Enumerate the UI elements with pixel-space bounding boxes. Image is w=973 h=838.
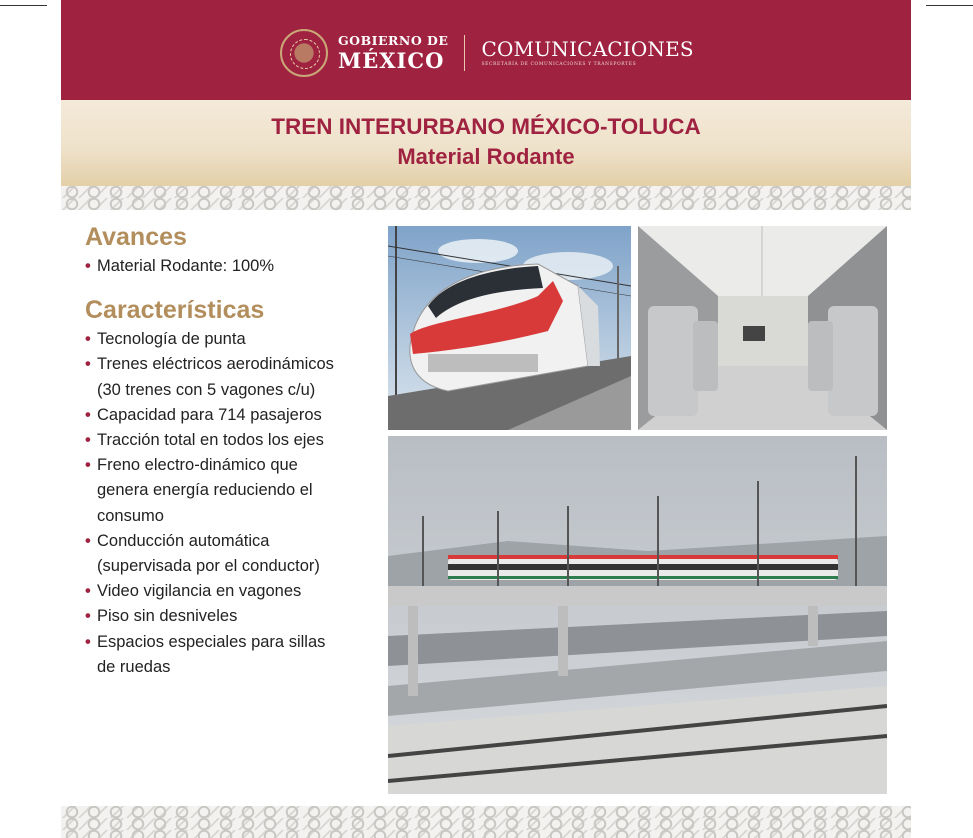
avances-heading: Avances xyxy=(85,223,187,251)
decorative-pattern-top xyxy=(61,186,911,210)
list-item-line: de ruedas xyxy=(97,657,171,676)
list-item-line: Espacios especiales para sillas xyxy=(97,632,326,651)
text-column xyxy=(85,220,375,680)
list-item-line: Conducción automática xyxy=(97,531,270,550)
list-item: • Capacidad para 714 pasajeros xyxy=(85,403,375,428)
list-item-line: (30 trenes con 5 vagones c/u) xyxy=(97,380,316,399)
seal-icon xyxy=(280,29,328,77)
list-item xyxy=(85,529,375,579)
list-item: • Video vigilancia en vagones xyxy=(85,579,375,604)
list-item-line: (supervisada por el conductor) xyxy=(97,557,320,576)
list-item: • Tecnología de punta xyxy=(85,327,375,352)
title-band xyxy=(61,100,911,186)
viaduct-train-photo xyxy=(388,436,887,794)
avances-list xyxy=(85,254,375,279)
page-title: TREN INTERURBANO MÉXICO-TOLUCA xyxy=(271,114,701,139)
page-subtitle: Material Rodante xyxy=(397,144,575,169)
caracteristicas-list xyxy=(85,327,375,680)
list-item: • Piso sin desniveles xyxy=(85,604,375,629)
list-item xyxy=(85,630,375,680)
gobierno-line-2: MÉXICO xyxy=(338,48,445,74)
ministry-name: COMUNICACIONES xyxy=(481,36,694,61)
gobierno-line-1: GOBIERNO DE xyxy=(338,32,449,48)
gobierno-de-mexico-wordmark xyxy=(338,32,449,74)
caracteristicas-heading: Características xyxy=(85,296,265,325)
government-header xyxy=(61,0,911,100)
list-item: • Tracción total en todos los ejes xyxy=(85,428,375,453)
list-item xyxy=(85,352,375,402)
left-edge-line xyxy=(0,5,47,6)
logo-divider xyxy=(464,35,465,71)
page xyxy=(61,0,911,838)
government-logo xyxy=(280,26,694,80)
ministry-wordmark xyxy=(481,36,694,68)
train-exterior-photo xyxy=(388,226,631,430)
list-item xyxy=(85,453,375,529)
list-item-line: Freno electro-dinámico que xyxy=(97,456,298,475)
list-item: • Material Rodante: 100% xyxy=(85,254,375,279)
list-item-line: Trenes eléctricos aerodinámicos xyxy=(97,355,334,374)
ministry-subtitle: SECRETARÍA DE COMUNICACIONES Y TRANSPORTES xyxy=(481,61,637,67)
list-item-line: genera energía reduciendo el xyxy=(97,481,313,500)
train-interior-photo xyxy=(638,226,887,430)
right-edge-line xyxy=(926,5,973,6)
decorative-pattern-bottom xyxy=(61,806,911,838)
list-item-line: consumo xyxy=(97,506,164,525)
